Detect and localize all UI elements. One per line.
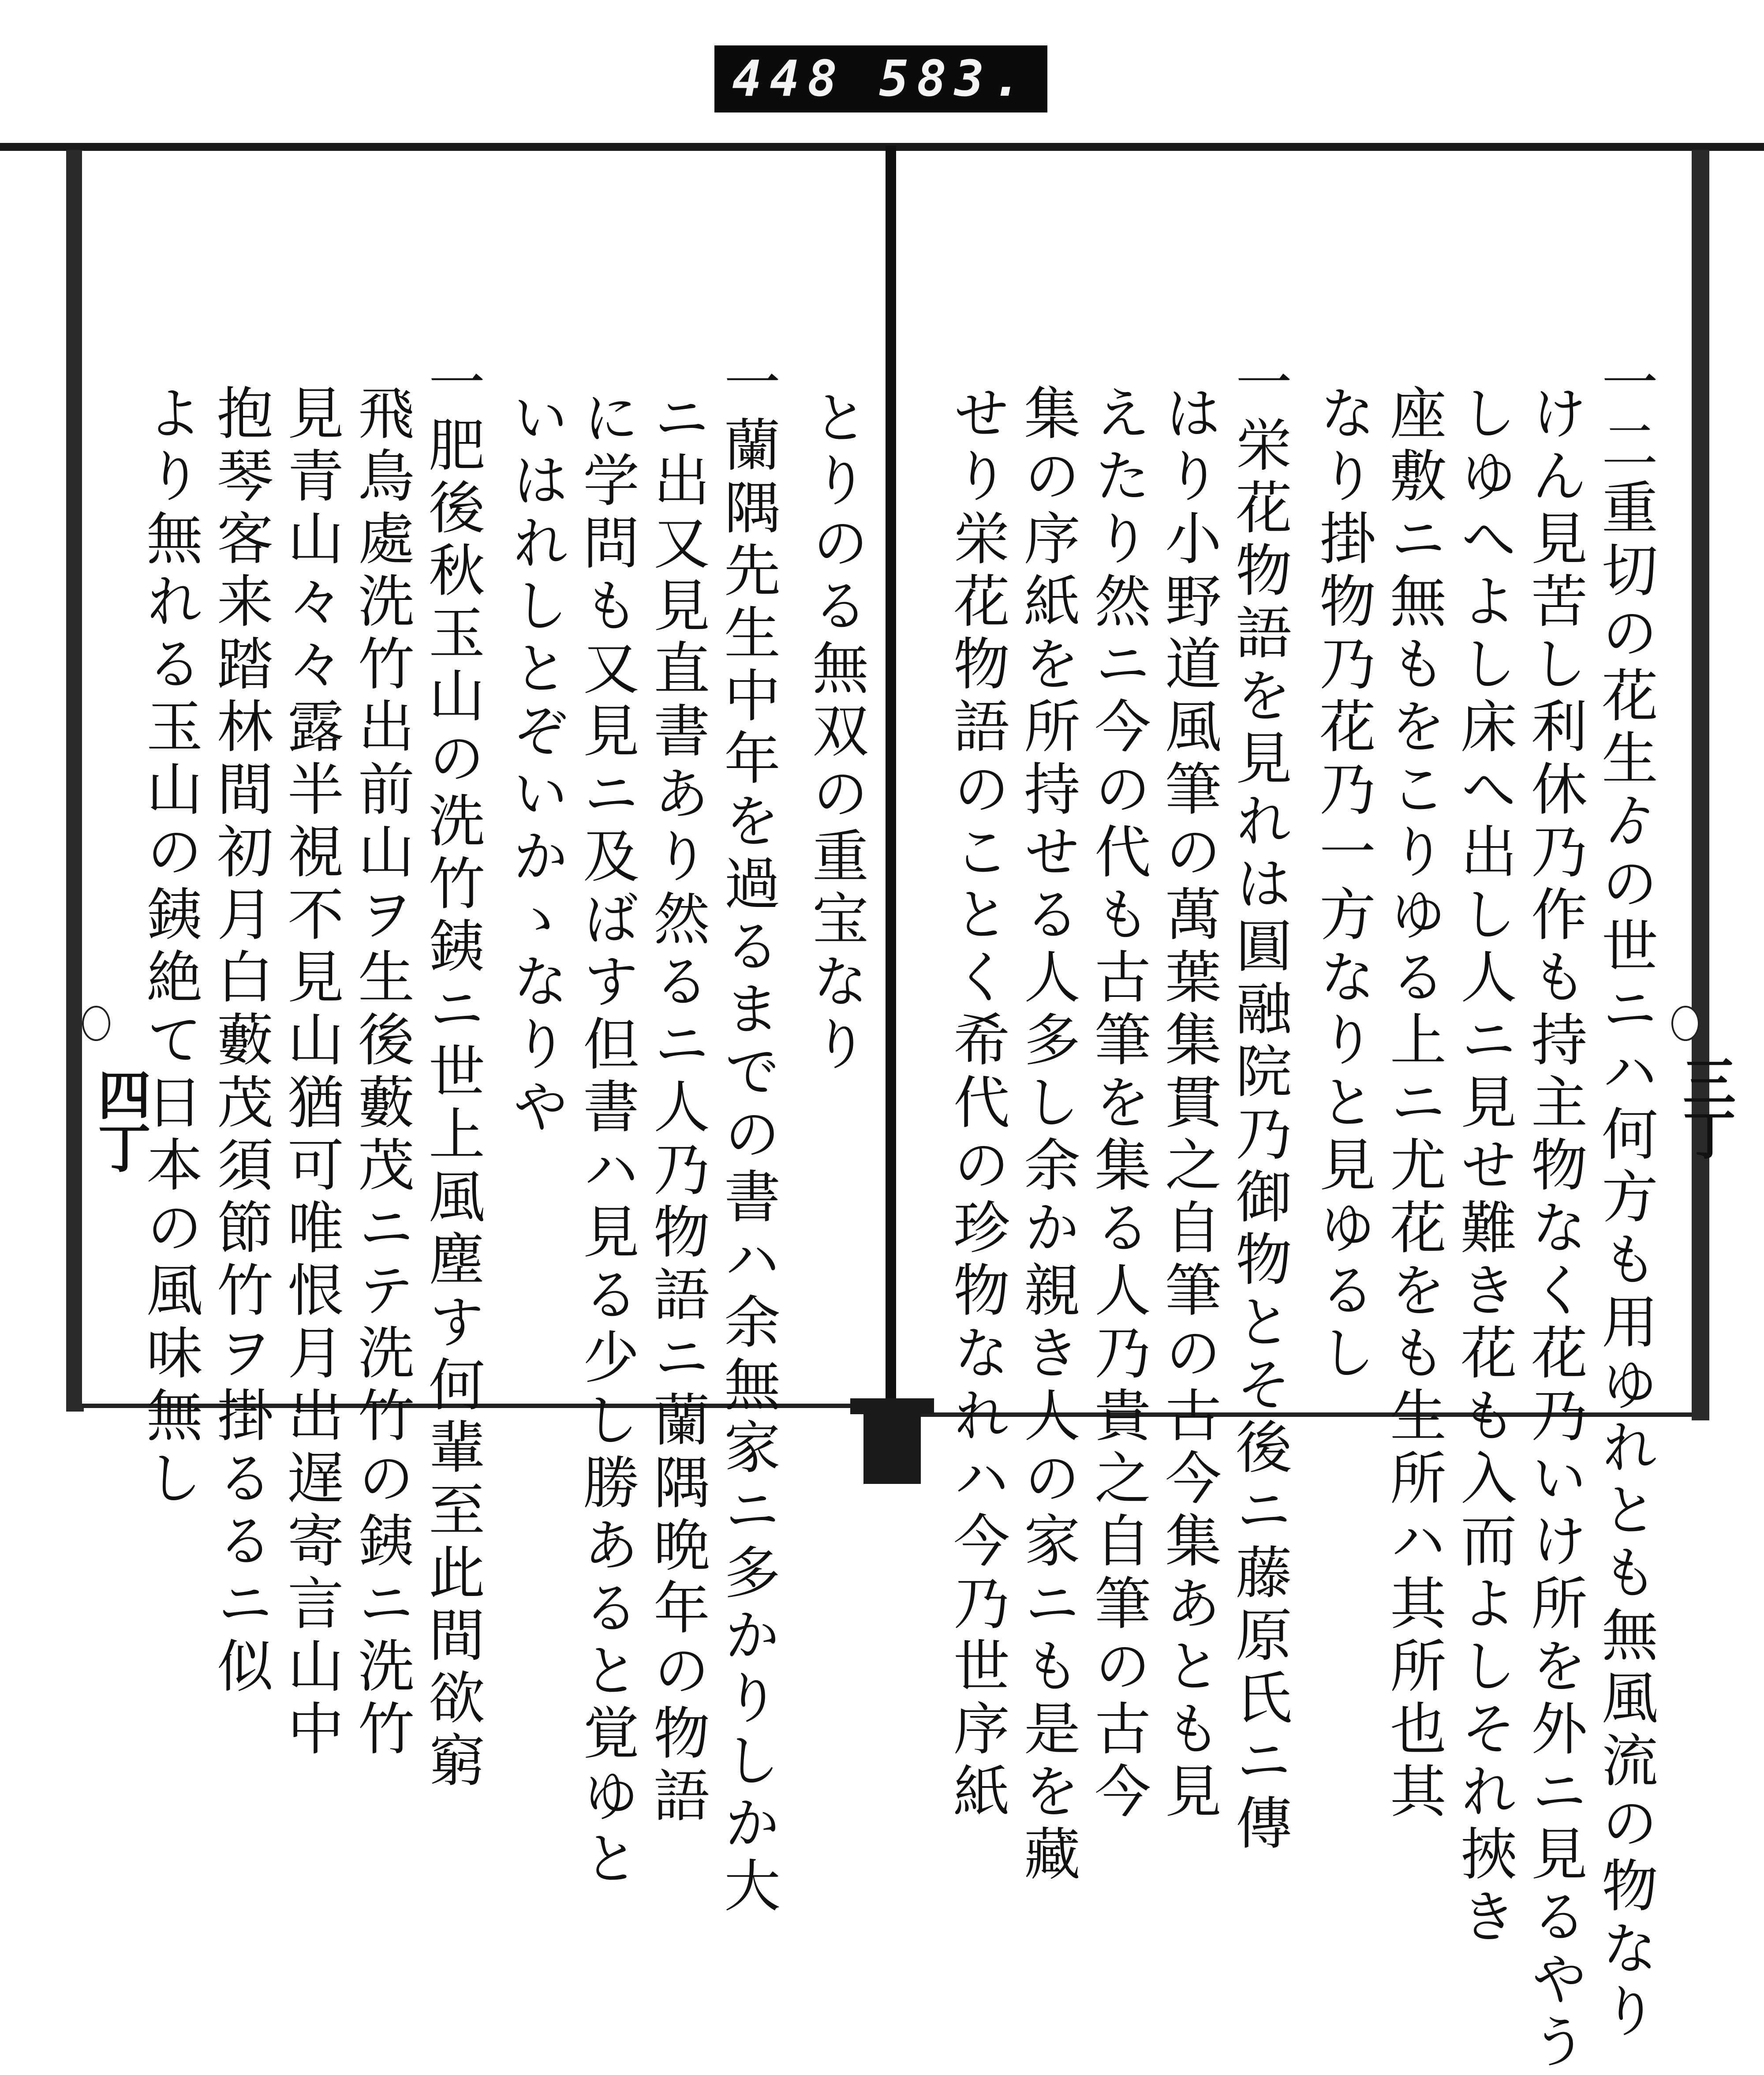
- left-page-column-3: ニ出又見直書あり然るニ人乃物語ニ蘭隅晩年の物語: [644, 388, 710, 1829]
- reel-number-left: 448: [732, 50, 845, 108]
- left-page-column-2: 一蘭隅先生中年を過るまでの書ハ余無家ニ多かりしか大: [714, 353, 780, 1919]
- microfilm-reel-label: [714, 45, 1047, 112]
- right-page-column-5: なり掛物乃花乃一方なりと見ゆるし: [1310, 384, 1375, 1386]
- book-top-edge: [0, 143, 1764, 151]
- right-page-column-6: 一栄花物語を見れは圓融院乃御物とそ後ニ藤原氏ニ傳: [1226, 353, 1292, 1856]
- book-right-cover-edge: [1692, 150, 1709, 1420]
- page-clamp: [863, 1406, 921, 1484]
- book-left-cover-edge: [66, 150, 84, 1412]
- right-page-column-10: せり栄花物語のことく希代の珍物なれハ今乃世序紙: [944, 384, 1009, 1824]
- left-page-column-8: 見青山々々露半視不見山猶可唯恨月出遅寄言山中: [278, 384, 344, 1762]
- right-page-column-9: 集の序紙を所持せる人多し余か親き人の家ニも是を藏: [1014, 384, 1080, 1887]
- left-page-folio: 四丁: [89, 1067, 151, 1173]
- left-page-column-7: 飛鳥處洗竹出前山ヲ生後藪茂ニテ洗竹の銕ニ洗竹: [348, 384, 414, 1762]
- right-page-column-2: けん見苦し利休乃作も持主物なく花乃いけ所を外ニ見るやう: [1521, 384, 1587, 2075]
- right-page-column-4: 座敷ニ無もをこりゆる上ニ尤花をも生所ハ其所也其: [1380, 384, 1446, 1824]
- left-page-column-6: 一肥後秋玉山の洗竹銕ニ世上風塵す何輩至此間欲窮: [419, 353, 485, 1794]
- left-page-column-9: 抱琴客来踏林間初月白藪茂須節竹ヲ掛るるニ似: [207, 384, 273, 1699]
- left-page-column-5: いはれしとぞいかゝなりや: [503, 388, 568, 1140]
- binding-hole-left: [82, 1006, 110, 1041]
- left-page-column-1: とりのる無双の重宝なり: [803, 388, 868, 1077]
- right-page-column-7: はり小野道風筆の萬葉集貫之自筆の古今集あとも見: [1155, 384, 1221, 1824]
- left-page-column-4: に学問も又見ニ及ばす但書ハ見る少し勝あると覚ゆと: [573, 388, 639, 1891]
- right-page-folio: 三丁: [1674, 1054, 1736, 1160]
- book-gutter: [886, 146, 896, 1434]
- left-page-column-10: より無れる玉山の銕絶て日本の風味無し: [137, 384, 202, 1511]
- right-page-column-3: しゆへよし床へ出し人ニ見せ難き花も入而よしそれ挾き: [1451, 384, 1517, 1950]
- right-page-column-8: えたり然ニ今の代も古筆を集る人乃貴之自筆の古今: [1085, 384, 1151, 1824]
- right-page-column-1: 一二重切の花生ゟの世ニハ何方も用ゆれとも無風流の物なり: [1592, 353, 1658, 2044]
- binding-hole-right: [1671, 1006, 1700, 1041]
- reel-number-right: 583.: [879, 50, 1030, 108]
